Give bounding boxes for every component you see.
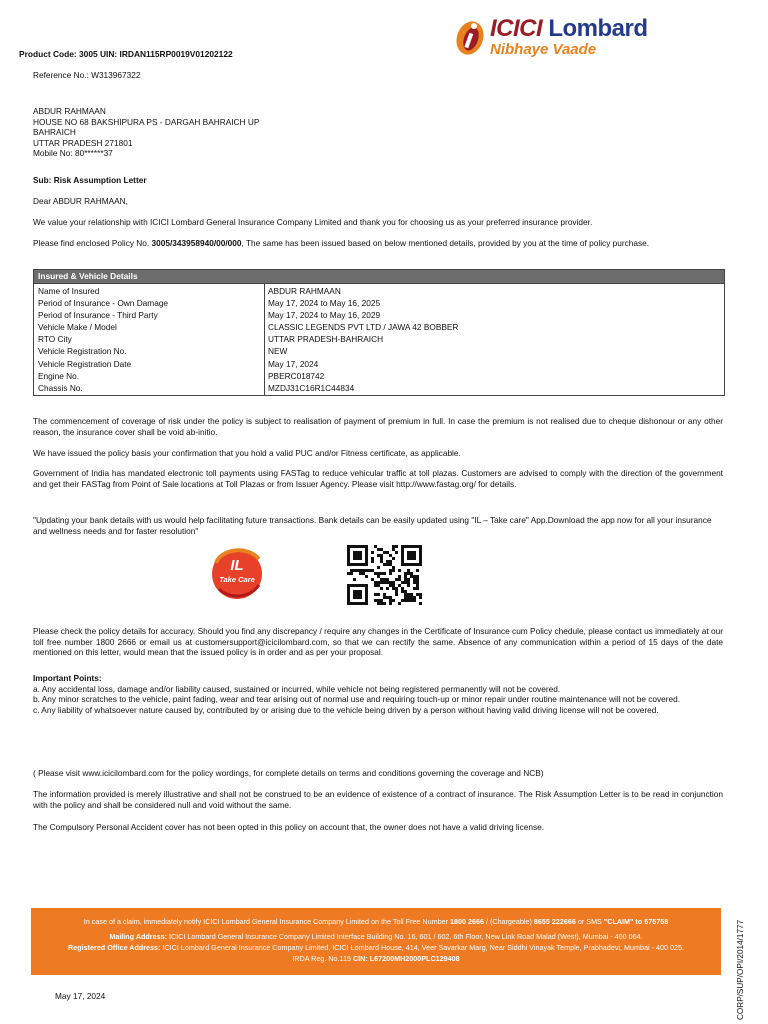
insured-row-label: Vehicle Make / Model xyxy=(38,322,117,333)
para-policy xyxy=(33,238,723,249)
para-policy-after: , The same has been issued based on below mentioned details, provided by you at the time of policy purchase. xyxy=(241,238,650,248)
logo-brand-lombard: Lombard xyxy=(548,15,648,42)
insured-row-value: ABDUR RAHMAAN xyxy=(268,286,341,296)
insured-row-label: Chassis No. xyxy=(38,382,83,393)
footer-registered-label: Registered Office Address: xyxy=(68,943,161,952)
footer-chargeable-number: 8655 222666 xyxy=(533,917,576,926)
para-bank-details: "Updating your bank details with us would help facilitating future transactions. Bank details can be easily updated using "IL – Take care" App.Download the app now for all your insurance and wellness needs and for faster resolution" xyxy=(33,515,712,536)
address-block xyxy=(33,106,723,159)
insured-row-value: MZDJ31C16R1C44834 xyxy=(268,382,355,393)
footer-mailing-address xyxy=(31,931,721,942)
footer-mailing-text: ICICI Lombard General Insurance Company Limited Interface Building No. 16, 601 / 602, 6th Floor, New Link Road Malad (West), Mumbai - 400 064. xyxy=(166,932,643,941)
insured-row-label: Vehicle Registration No. xyxy=(38,346,127,357)
footer-cin: CIN: L67200MH2000PLC129408 xyxy=(352,954,460,963)
il-logo-text: IL xyxy=(230,557,244,574)
para-visit-website: ( Please visit www.icicilombard.com for the policy wordings, for complete details on terms and conditions governing the coverage and NCB) xyxy=(33,768,544,778)
subject-line: Sub: Risk Assumption Letter xyxy=(33,175,147,185)
footer-claim-text: In case of a claim, immediately notify ICICI Lombard General Insurance Company Limited on the Toll Free Number xyxy=(83,917,450,926)
address-line-1: HOUSE NO 68 BAKSHIPURA PS - DARGAH BAHRAICH UP xyxy=(33,116,260,127)
side-document-code-text: CORP/SUP/OPI/2014/1777 xyxy=(736,919,745,1020)
logo-brand-icici: ICICI xyxy=(490,15,543,42)
address-line-3: UTTAR PRADESH 271801 xyxy=(33,137,133,148)
logo-tagline: Nibhaye Vaade xyxy=(490,41,597,58)
address-mobile: Mobile No: 80******37 xyxy=(33,148,113,159)
policy-number: 3005/343958940/00/000 xyxy=(151,238,242,248)
flame-logo-icon xyxy=(452,16,488,60)
important-point-c: c. Any liability of whatsoever nature caused by, contributed by or arising due to the vehicle being driven by a person without having valid driving license will not be covered. xyxy=(33,704,659,715)
para-policy-before: Please find enclosed Policy No. xyxy=(33,238,152,248)
footer-irda-cin xyxy=(31,953,721,964)
insured-row-value: CLASSIC LEGENDS PVT LTD / JAWA 42 BOBBER xyxy=(268,322,459,333)
insured-table-values xyxy=(265,284,724,395)
product-code-line: Product Code: 3005 UIN: IRDAN115RP0019V01202122 xyxy=(19,49,233,59)
footer-registered-text: ICICI Lombard General Insurance Company Limited, ICICI Lombard House, 414, Veer Savarkar Marg, Near Siddhi Vinayak Temple, Prabhadevi, Mumbai - 400 025. xyxy=(160,943,684,952)
salutation: Dear ABDUR RAHMAAN, xyxy=(33,196,128,206)
insured-row-label: Period of Insurance - Own Damage xyxy=(38,298,169,309)
insured-table-labels xyxy=(34,284,265,395)
footer-tollfree-number: 1800 2666 xyxy=(449,917,484,926)
para-cpa: The Compulsory Personal Accident cover has not been opted in this policy on account that, the owner does not have a valid driving license. xyxy=(33,822,545,832)
insured-row-value: UTTAR PRADESH-BAHRAICH xyxy=(268,334,384,345)
insured-row-label: Period of Insurance - Third Party xyxy=(38,310,158,321)
insured-row-label: RTO City xyxy=(38,334,72,345)
footer-chargeable-text: / (Chargeable) xyxy=(483,917,534,926)
insured-row-label: Engine No. xyxy=(38,370,80,381)
il-take-care-app-icon xyxy=(207,545,267,600)
para-illustrative: The information provided is merely illustrative and shall not be construed to be an evidence of existence of a contract of insurance. The Risk Assumption Letter is to be read in conjunction with the policy and shall be considered null and void without the same. xyxy=(33,789,723,810)
insured-row-label: Vehicle Registration Date xyxy=(38,358,132,369)
insured-vehicle-table xyxy=(33,269,725,396)
address-name: ABDUR RAHMAAN xyxy=(33,106,106,116)
address-line-2: BAHRAICH xyxy=(33,127,76,138)
qr-code-icon xyxy=(347,545,422,605)
important-point-a: a. Any accidental loss, damage and/or liability caused, sustained or incurred, while vehicle not being registered permanently will not be covered. xyxy=(33,683,561,694)
insured-row-value: May 17, 2024 to May 16, 2025 xyxy=(268,298,381,309)
icici-lombard-logo xyxy=(452,14,730,60)
footer-claim-line xyxy=(31,916,721,927)
important-points xyxy=(33,673,723,715)
insured-row-value: NEW xyxy=(268,346,288,357)
qr-code[interactable] xyxy=(347,545,422,605)
footer-sms-text: or SMS xyxy=(575,917,604,926)
footer-registered-address xyxy=(31,942,721,953)
important-point-b: b. Any minor scratches to the vehicle, paint fading, wear and tear arising out of normal use and requiring touch-up or minor repair under routine maintenance will not be covered. xyxy=(33,694,681,705)
reference-number: Reference No.: W313967322 xyxy=(33,70,141,80)
insured-row-value: PBERC018742 xyxy=(268,370,325,381)
insured-row-label: Name of Insured xyxy=(38,286,100,296)
para-fastag: Government of India has mandated electronic toll payments using FASTag to reduce vehicular traffic at toll plazas. Customers are advised to comply with the direction of the government and get their FASTag from Point of Sale locations at Toll Plazas or from Issuer Agency. Please visit http://www.fastag.org/ for details. xyxy=(33,468,723,489)
para-relationship: We value your relationship with ICICI Lombard General Insurance Company Limited and thank you for choosing us as your preferred insurance provider. xyxy=(33,217,593,227)
para-check-details: Please check the policy details for accuracy. Should you find any discrepancy / require any changes in the Certificate of Insurance cum Policy chedule, please contact us immediately at our toll free number 1800 2666 or email us at customersupport@icicilombard.com, so that we can rectify the same. Absence of any communication within a period of 15 days of the date mentioned on this letter, would mean that the issued policy is in order and as per your proposal. xyxy=(33,626,723,658)
letter-date: May 17, 2024 xyxy=(55,991,106,1001)
insured-row-value: May 17, 2024 xyxy=(268,358,319,369)
take-care-logo-text: Take Care xyxy=(219,575,255,584)
important-points-title: Important Points: xyxy=(33,673,102,683)
para-puc: We have issued the policy basis your confirmation that you hold a valid PUC and/or Fitness certificate, as applicable. xyxy=(33,448,461,458)
claim-footer-banner xyxy=(31,908,721,975)
insured-row-value: May 17, 2024 to May 16, 2029 xyxy=(268,310,381,321)
side-document-code xyxy=(735,910,747,1020)
footer-sms-code: "CLAIM" to 575758 xyxy=(603,917,669,926)
footer-mailing-label: Mailing Address: xyxy=(109,932,167,941)
insured-table-heading: Insured & Vehicle Details xyxy=(34,270,724,283)
para-commencement: The commencement of coverage of risk under the policy is subject to realisation of payment of premium in full. In case the premium is not realised due to cheque dishonour or any other reason, the insurance cover shall be void ab-initio. xyxy=(33,416,723,437)
footer-irda: IRDA Reg. No.115 xyxy=(292,954,353,963)
